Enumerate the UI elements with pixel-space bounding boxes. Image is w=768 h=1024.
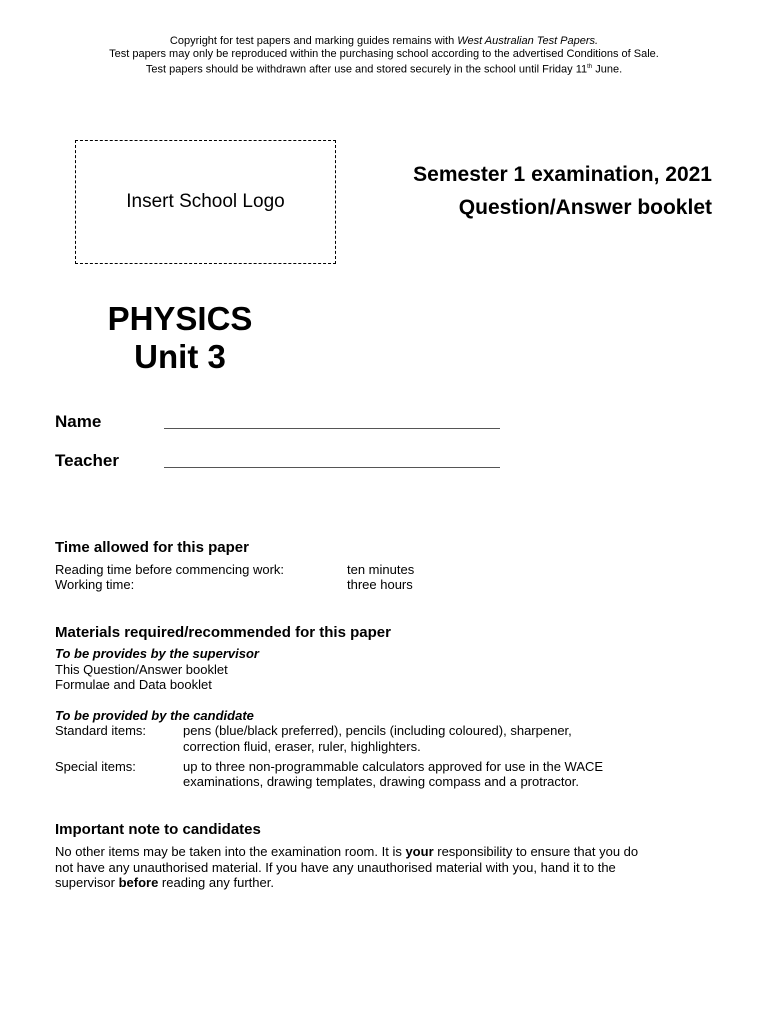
note-line: not have any unauthorised material. If you have any unauthorised material with you, hand it to the xyxy=(55,859,616,875)
copyright-line-3: Test papers should be withdrawn after use and stored securely in the school until Friday 11th June. xyxy=(145,63,623,76)
note-line: No other items may be taken into the examination room. It is your responsibility to ensure that you do xyxy=(55,844,639,859)
supervisor-heading: To be provides by the supervisor xyxy=(55,646,259,661)
working-time-value: three hours xyxy=(347,577,413,592)
copyright-notice xyxy=(0,35,768,77)
note-paragraph xyxy=(55,844,735,891)
reading-time-label: Reading time before commencing work: xyxy=(55,562,285,577)
exam-semester: Semester 1 examination, 2021 xyxy=(413,163,712,186)
subject-title xyxy=(80,300,280,376)
logo-placeholder-text: Insert School Logo xyxy=(126,191,285,212)
note-line: supervisor before reading any further. xyxy=(55,875,274,890)
copyright-line-1: Copyright for test papers and marking guides remains with West Australian Test Papers. xyxy=(169,35,599,47)
standard-items-line: pens (blue/black preferred), pencils (including coloured), sharpener, xyxy=(183,723,572,738)
special-items-line: up to three non-programmable calculators approved for use in the WACE xyxy=(183,759,604,774)
copyright-line-2: Test papers may only be reproduced within the purchasing school according to the advertised Conditions of Sale. xyxy=(109,48,659,60)
teacher-field[interactable] xyxy=(164,467,500,468)
note-heading: Important note to candidates xyxy=(55,821,261,838)
materials-heading: Materials required/recommended for this paper xyxy=(55,624,391,641)
name-field[interactable] xyxy=(164,428,500,429)
reading-time-value: ten minutes xyxy=(347,562,415,577)
special-items-label: Special items: xyxy=(55,759,136,774)
exam-booklet-type: Question/Answer booklet xyxy=(458,196,712,219)
school-logo-placeholder xyxy=(75,140,336,264)
supervisor-item: Formulae and Data booklet xyxy=(55,677,212,692)
supervisor-item: This Question/Answer booklet xyxy=(55,662,228,677)
standard-items-label: Standard items: xyxy=(55,723,147,738)
standard-items-line: correction fluid, eraser, ruler, highlighters. xyxy=(183,739,421,754)
working-time-label: Working time: xyxy=(55,577,135,592)
candidate-heading: To be provided by the candidate xyxy=(55,708,254,723)
subject-name: PHYSICS xyxy=(107,300,253,337)
special-items-line: examinations, drawing templates, drawing compass and a protractor. xyxy=(183,774,579,789)
subject-unit: Unit 3 xyxy=(134,338,226,375)
name-label: Name xyxy=(55,412,102,431)
exam-title xyxy=(413,158,712,224)
teacher-label: Teacher xyxy=(55,451,119,470)
time-heading: Time allowed for this paper xyxy=(55,539,249,556)
